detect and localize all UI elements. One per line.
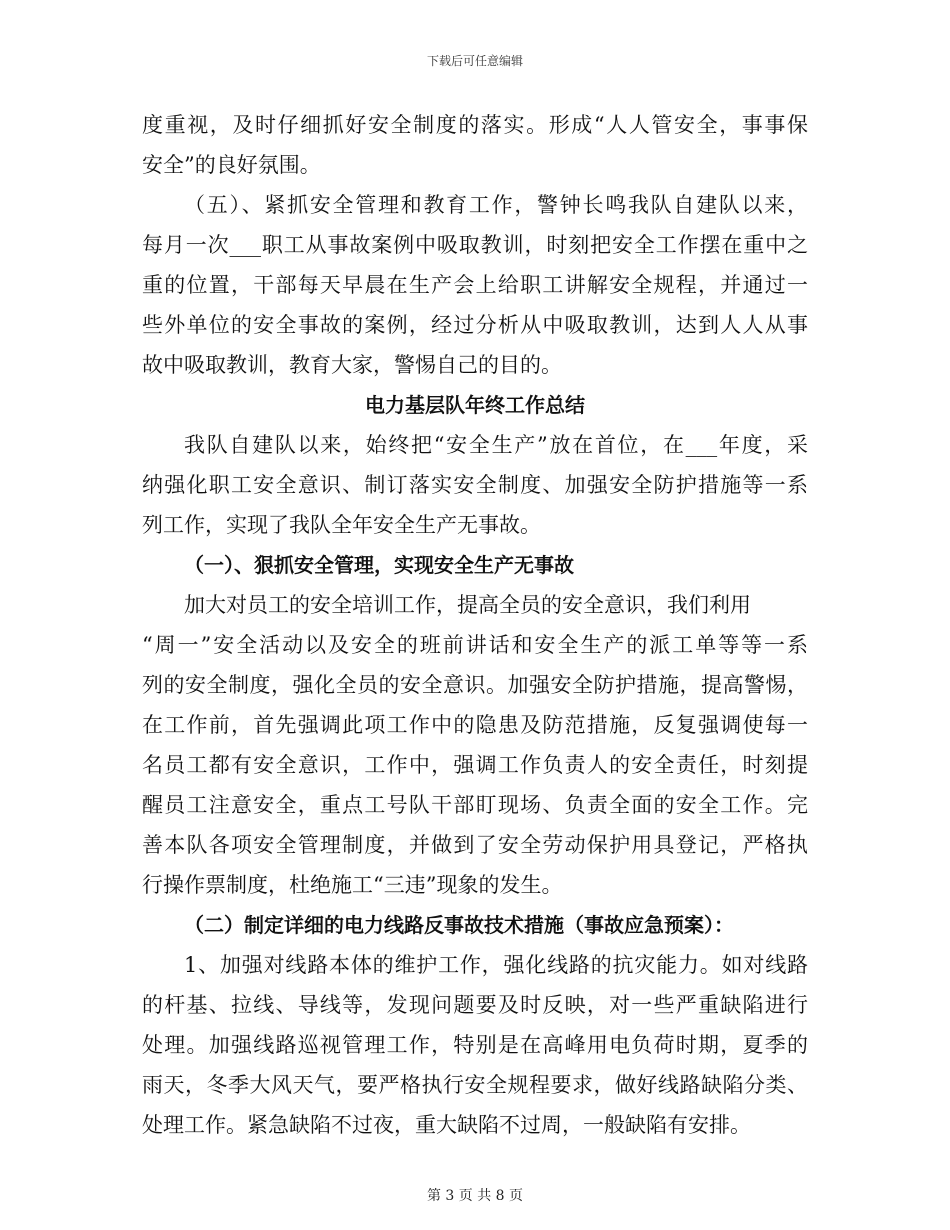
text-line: 1、加强对线路本体的维护工作，强化线路的抗灾能力。如对线路 [184,953,808,977]
text-line: 处理工作。紧急缺陷不过夜，重大缺陷不过周，一般缺陷有安排。 [142,1113,751,1137]
section-heading-two: （二）制定详细的电力线路反事故技术措施（事故应急预案）： [184,913,734,937]
paragraph-item-five [142,185,808,385]
text-line: 些外单位的安全事故的案例，经过分析从中吸取教训，达到人人从事 [142,313,808,337]
text-line: 处理。加强线路巡视管理工作，特别是在高峰用电负荷时期，夏季的 [142,1033,808,1057]
text-line: 的杆基、拉线、导线等，发现问题要及时反映，对一些严重缺陷进行 [142,993,808,1017]
text-line: 行操作票制度，杜绝施工“三违”现象的发生。 [142,873,563,897]
text-line: 每月一次___职工从事故案例中吸取教训，时刻把安全工作摆在重中之 [142,233,808,257]
text-line: 度重视，及时仔细抓好安全制度的落实。形成“人人管安全，事事保 [142,113,808,137]
text-line: 安全”的良好氛围。 [142,153,321,177]
document-body [142,105,808,1145]
text-line: 在工作前，首先强调此项工作中的隐患及防范措施，反复强调使每一 [142,713,808,737]
paragraph-continuation [142,105,808,185]
document-title: 电力基层队年终工作总结 [365,393,585,417]
text-line: 雨天，冬季大风天气，要严格执行安全规程要求，做好线路缺陷分类、 [142,1073,808,1097]
section-heading-one: （一）、狠抓安全管理，实现安全生产无事故 [184,553,574,577]
page-header: 下载后可任意编辑 [426,54,523,68]
text-line: 加大对员工的安全培训工作，提高全员的安全意识，我们利用 [184,593,751,617]
text-line: 列工作，实现了我队全年安全生产无事故。 [142,513,541,537]
text-line: 名员工都有安全意识，工作中，强调工作负责人的安全责任，时刻提 [142,753,808,777]
text-line: 纳强化职工安全意识、制订落实安全制度、加强安全防护措施等一系 [142,473,808,497]
section-one-paragraph [142,585,808,905]
text-line: 善本队各项安全管理制度，并做到了安全劳动保护用具登记，严格执 [142,833,808,857]
text-line: （五）、紧抓安全管理和教育工作，警钟长鸣我队自建队以来， [184,193,808,217]
page-number: 第 3 页 共 8 页 [426,1188,524,1204]
text-line: 我队自建队以来，始终把“安全生产”放在首位，在___年度，采 [184,433,808,457]
text-line: 重的位置，干部每天早晨在生产会上给职工讲解安全规程，并通过一 [142,273,808,297]
section-two-paragraph [142,945,808,1145]
intro-paragraph [142,425,808,545]
text-line: “周一”安全活动以及安全的班前讲话和安全生产的派工单等等一系 [142,633,808,657]
text-line: 故中吸取教训，教育大家，警惕自己的目的。 [142,353,562,377]
text-line: 列的安全制度，强化全员的安全意识。加强安全防护措施，提高警惕， [142,673,808,697]
text-line: 醒员工注意安全，重点工号队干部盯现场、负责全面的安全工作。完 [142,793,808,817]
